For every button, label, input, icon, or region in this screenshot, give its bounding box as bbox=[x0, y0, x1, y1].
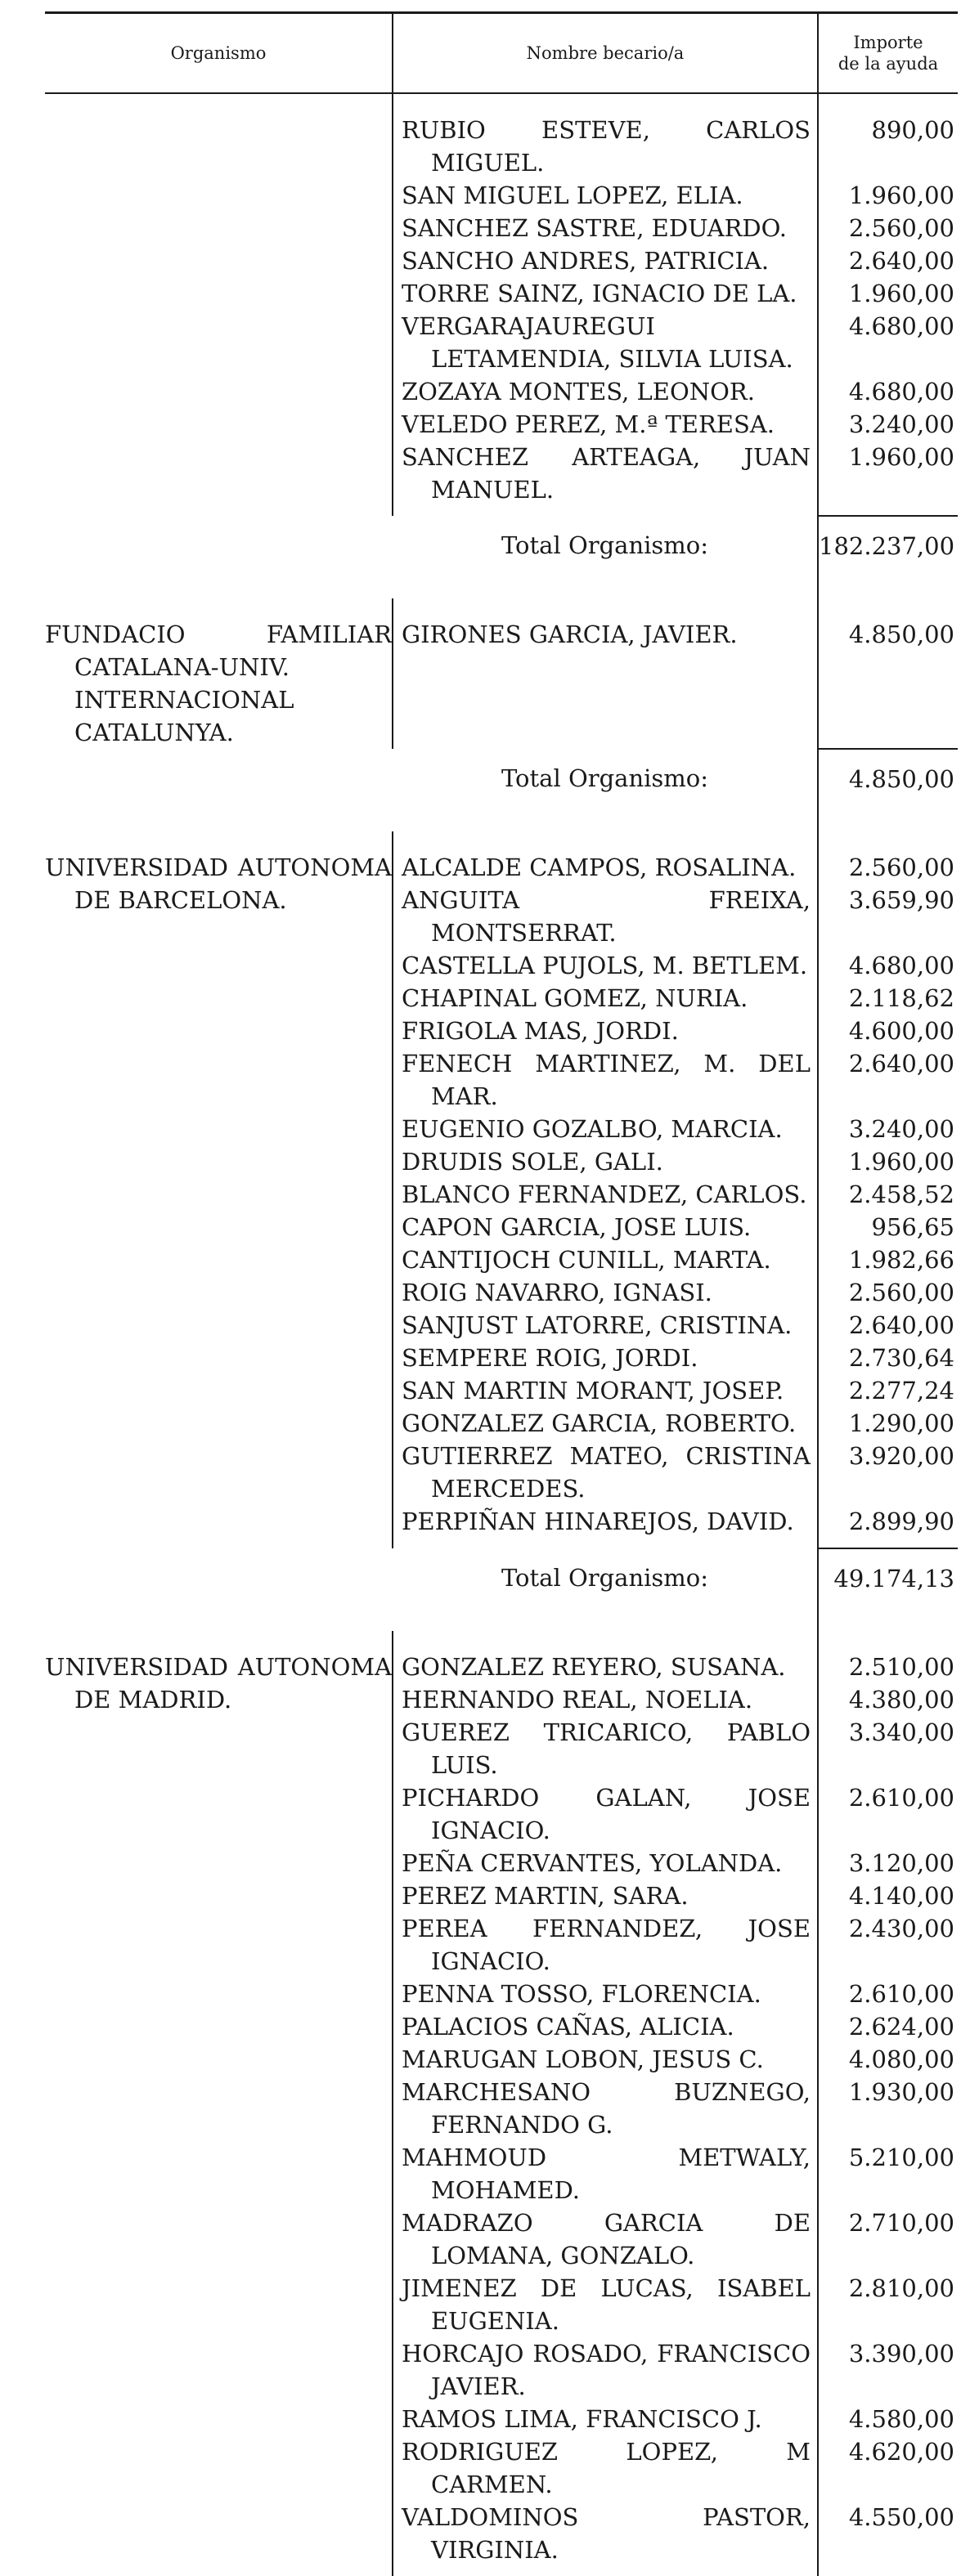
becario-name: ROIG NAVARRO, IGNASI. bbox=[402, 1279, 712, 1306]
becario-cell bbox=[393, 1978, 818, 2010]
importe-amount: 1.290,00 bbox=[818, 1407, 958, 1440]
becario-cell bbox=[393, 2337, 818, 2403]
table-header-row bbox=[45, 13, 958, 94]
importe-amount: 2.640,00 bbox=[818, 1309, 958, 1342]
becario-name: CAPON GARCIA, JOSE LUIS. bbox=[402, 1213, 752, 1241]
becario-cell bbox=[393, 884, 818, 949]
becario-name: VERGARAJAUREGUI LETAMENDIA, SILVIA LUISA. bbox=[402, 312, 793, 373]
header-organismo: Organismo bbox=[45, 13, 393, 94]
becario-cell bbox=[393, 1879, 818, 1912]
becario-name: RUBIO ESTEVE, CARLOS MIGUEL. bbox=[402, 116, 811, 177]
organismo-name: UNIVERSIDAD AUTONOMA DE BARCELONA. bbox=[45, 853, 392, 914]
becario-cell bbox=[393, 2141, 818, 2206]
importe-amount: 2.430,00 bbox=[818, 1912, 958, 1978]
importe-amount: 1.930,00 bbox=[818, 2076, 958, 2141]
becario-cell bbox=[393, 598, 818, 749]
importe-amount: 3.240,00 bbox=[818, 408, 958, 441]
becario-cell bbox=[393, 1781, 818, 1847]
importe-amount: 4.680,00 bbox=[818, 310, 958, 375]
becario-cell bbox=[393, 1683, 818, 1716]
total-organismo-label: Total Organismo: bbox=[501, 531, 709, 559]
becario-name: GUEREZ TRICARICO, PABLO LUIS. bbox=[402, 1718, 811, 1779]
importe-amount: 4.680,00 bbox=[818, 375, 958, 408]
becario-name: DRUDIS SOLE, GALI. bbox=[402, 1148, 663, 1176]
header-nombre-becario: Nombre becario/a bbox=[393, 13, 818, 94]
importe-amount: 890,00 bbox=[818, 93, 958, 179]
table-row bbox=[45, 598, 958, 749]
importe-amount: 2.610,00 bbox=[818, 1978, 958, 2010]
becario-cell bbox=[393, 2076, 818, 2141]
becario-name: ANGUITA FREIXA, MONTSERRAT. bbox=[402, 886, 811, 947]
total-row bbox=[45, 1548, 958, 1631]
becario-name: FENECH MARTINEZ, M. DEL MAR. bbox=[402, 1050, 811, 1110]
becario-cell bbox=[393, 408, 818, 441]
importe-amount: 4.620,00 bbox=[818, 2435, 958, 2501]
importe-amount: 1.960,00 bbox=[818, 441, 958, 516]
becario-name: PEÑA CERVANTES, YOLANDA. bbox=[402, 1849, 783, 1877]
becario-cell bbox=[393, 831, 818, 884]
becario-name: MADRAZO GARCIA DE LOMANA, GONZALO. bbox=[402, 2209, 811, 2269]
importe-amount: 5.210,00 bbox=[818, 2141, 958, 2206]
importe-amount: 2.730,64 bbox=[818, 1342, 958, 1374]
becario-name: SAN MIGUEL LOPEZ, ELIA. bbox=[402, 181, 743, 209]
becario-cell bbox=[393, 2206, 818, 2272]
total-organismo-amount: 49.174,13 bbox=[818, 1548, 958, 1631]
importe-amount: 2.458,52 bbox=[818, 1178, 958, 1211]
importe-amount: 4.680,00 bbox=[818, 949, 958, 982]
organismo-cell bbox=[45, 1631, 393, 2576]
becario-name: RODRIGUEZ LOPEZ, M CARMEN. bbox=[402, 2438, 811, 2498]
total-organismo-amount: 4.850,00 bbox=[818, 749, 958, 831]
total-row bbox=[45, 749, 958, 831]
importe-amount: 3.659,90 bbox=[818, 884, 958, 949]
becario-cell bbox=[393, 1178, 818, 1211]
header-importe-line1: Importe bbox=[853, 33, 923, 52]
becario-name: PICHARDO GALAN, JOSE IGNACIO. bbox=[402, 1784, 811, 1844]
becario-cell bbox=[393, 1407, 818, 1440]
importe-amount: 3.120,00 bbox=[818, 1847, 958, 1879]
becario-name: PEREA FERNANDEZ, JOSE IGNACIO. bbox=[402, 1915, 811, 1975]
importe-amount: 2.510,00 bbox=[818, 1631, 958, 1683]
becario-cell bbox=[393, 1847, 818, 1879]
importe-amount: 4.550,00 bbox=[818, 2501, 958, 2576]
becario-name: VALDOMINOS PASTOR, VIRGINIA. bbox=[402, 2503, 811, 2564]
importe-amount: 2.640,00 bbox=[818, 244, 958, 277]
importe-amount: 4.850,00 bbox=[818, 598, 958, 749]
becario-cell bbox=[393, 244, 818, 277]
becario-cell bbox=[393, 2010, 818, 2043]
becario-cell bbox=[393, 2403, 818, 2435]
importe-amount: 2.277,24 bbox=[818, 1374, 958, 1407]
header-importe bbox=[818, 13, 958, 94]
becario-cell bbox=[393, 1505, 818, 1548]
becario-name: JIMENEZ DE LUCAS, ISABEL EUGENIA. bbox=[402, 2274, 811, 2335]
becario-name: PALACIOS CAÑAS, ALICIA. bbox=[402, 2013, 734, 2041]
importe-amount: 2.640,00 bbox=[818, 1047, 958, 1113]
becario-cell bbox=[393, 1015, 818, 1047]
total-row bbox=[45, 516, 958, 598]
importe-amount: 2.810,00 bbox=[818, 2272, 958, 2337]
becario-name: HERNANDO REAL, NOELIA. bbox=[402, 1686, 753, 1714]
table-row bbox=[45, 831, 958, 884]
importe-amount: 1.982,66 bbox=[818, 1243, 958, 1276]
becario-cell bbox=[393, 2435, 818, 2501]
becario-name: SANCHO ANDRES, PATRICIA. bbox=[402, 247, 770, 275]
importe-amount: 2.624,00 bbox=[818, 2010, 958, 2043]
becario-cell bbox=[393, 1243, 818, 1276]
importe-amount: 1.960,00 bbox=[818, 1145, 958, 1178]
becario-cell bbox=[393, 212, 818, 244]
becario-cell bbox=[393, 2501, 818, 2576]
organismo-cell bbox=[45, 831, 393, 1548]
becario-cell bbox=[393, 2043, 818, 2076]
becario-name: SAN MARTIN MORANT, JOSEP. bbox=[402, 1377, 784, 1404]
importe-amount: 4.080,00 bbox=[818, 2043, 958, 2076]
becario-name: CANTIJOCH CUNILL, MARTA. bbox=[402, 1246, 771, 1274]
total-spacer bbox=[45, 516, 393, 598]
importe-amount: 3.920,00 bbox=[818, 1440, 958, 1505]
becario-name: CASTELLA PUJOLS, M. BETLEM. bbox=[402, 952, 808, 979]
organismo-name: FUNDACIO FAMILIAR CATALANA-UNIV. INTERNACIONAL CATALUNYA. bbox=[45, 620, 392, 746]
becario-name: GUTIERREZ MATEO, CRISTINA MERCEDES. bbox=[402, 1442, 811, 1503]
becario-name: MARCHESANO BUZNEGO, FERNANDO G. bbox=[402, 2078, 811, 2139]
becario-name: RAMOS LIMA, FRANCISCO J. bbox=[402, 2405, 762, 2433]
becario-name: PENNA TOSSO, FLORENCIA. bbox=[402, 1980, 761, 2008]
total-organismo-amount: 182.237,00 bbox=[818, 516, 958, 598]
becario-name: EUGENIO GOZALBO, MARCIA. bbox=[402, 1115, 783, 1143]
table-body bbox=[45, 93, 958, 2576]
becario-cell bbox=[393, 1309, 818, 1342]
becario-cell bbox=[393, 1440, 818, 1505]
becario-cell bbox=[393, 982, 818, 1015]
becario-cell bbox=[393, 93, 818, 179]
total-organismo-label: Total Organismo: bbox=[501, 1564, 709, 1592]
becario-name: CHAPINAL GOMEZ, NURIA. bbox=[402, 984, 748, 1012]
importe-amount: 1.960,00 bbox=[818, 277, 958, 310]
becario-name: PEREZ MARTIN, SARA. bbox=[402, 1882, 689, 1910]
importe-amount: 4.580,00 bbox=[818, 2403, 958, 2435]
importe-amount: 2.710,00 bbox=[818, 2206, 958, 2272]
total-organismo-label: Total Organismo: bbox=[501, 764, 709, 792]
header-importe-line2: de la ayuda bbox=[838, 54, 939, 74]
importe-amount: 2.118,62 bbox=[818, 982, 958, 1015]
importe-amount: 3.240,00 bbox=[818, 1113, 958, 1145]
importe-amount: 956,65 bbox=[818, 1211, 958, 1243]
becario-name: TORRE SAINZ, IGNACIO DE LA. bbox=[402, 280, 797, 307]
becario-cell bbox=[393, 1047, 818, 1113]
importe-amount: 2.560,00 bbox=[818, 1276, 958, 1309]
organismo-cell bbox=[45, 93, 393, 516]
becario-name: BLANCO FERNANDEZ, CARLOS. bbox=[402, 1180, 807, 1208]
becario-cell bbox=[393, 1374, 818, 1407]
becario-name: VELEDO PEREZ, M.ª TERESA. bbox=[402, 410, 775, 438]
becario-cell bbox=[393, 1145, 818, 1178]
total-spacer bbox=[45, 1548, 393, 1631]
becario-name: GONZALEZ REYERO, SUSANA. bbox=[402, 1653, 786, 1681]
becario-cell bbox=[393, 1113, 818, 1145]
becario-cell bbox=[393, 310, 818, 375]
becario-name: ZOZAYA MONTES, LEONOR. bbox=[402, 378, 755, 405]
becario-name: SANCHEZ SASTRE, EDUARDO. bbox=[402, 214, 787, 242]
organismo-name: UNIVERSIDAD AUTONOMA DE MADRID. bbox=[45, 1653, 392, 1714]
becario-name: SEMPERE ROIG, JORDI. bbox=[402, 1344, 698, 1372]
becario-cell bbox=[393, 1342, 818, 1374]
importe-amount: 1.960,00 bbox=[818, 179, 958, 212]
becario-name: PERPIÑAN HINAREJOS, DAVID. bbox=[402, 1508, 794, 1535]
becario-name: ALCALDE CAMPOS, ROSALINA. bbox=[402, 853, 797, 881]
becario-cell bbox=[393, 441, 818, 516]
becario-cell bbox=[393, 1631, 818, 1683]
importe-amount: 2.899,90 bbox=[818, 1505, 958, 1548]
becario-cell bbox=[393, 1211, 818, 1243]
becas-table bbox=[45, 11, 958, 2576]
organismo-cell bbox=[45, 598, 393, 749]
importe-amount: 4.380,00 bbox=[818, 1683, 958, 1716]
becario-cell bbox=[393, 375, 818, 408]
importe-amount: 2.610,00 bbox=[818, 1781, 958, 1847]
importe-amount: 4.140,00 bbox=[818, 1879, 958, 1912]
becario-cell bbox=[393, 1912, 818, 1978]
importe-amount: 3.390,00 bbox=[818, 2337, 958, 2403]
becario-cell bbox=[393, 1276, 818, 1309]
becario-name: SANJUST LATORRE, CRISTINA. bbox=[402, 1311, 793, 1339]
importe-amount: 3.340,00 bbox=[818, 1716, 958, 1781]
table-row bbox=[45, 93, 958, 179]
becario-name: SANCHEZ ARTEAGA, JUAN MANUEL. bbox=[402, 443, 811, 504]
becario-cell bbox=[393, 277, 818, 310]
becario-name: GIRONES GARCIA, JAVIER. bbox=[402, 620, 738, 648]
importe-amount: 2.560,00 bbox=[818, 212, 958, 244]
table-row bbox=[45, 1631, 958, 1683]
total-spacer bbox=[45, 749, 393, 831]
becario-cell bbox=[393, 179, 818, 212]
becario-cell bbox=[393, 1716, 818, 1781]
importe-amount: 2.560,00 bbox=[818, 831, 958, 884]
becario-cell bbox=[393, 949, 818, 982]
becario-name: GONZALEZ GARCIA, ROBERTO. bbox=[402, 1409, 797, 1437]
becario-name: MAHMOUD METWALY, MOHAMED. bbox=[402, 2144, 811, 2204]
importe-amount: 4.600,00 bbox=[818, 1015, 958, 1047]
becario-cell bbox=[393, 2272, 818, 2337]
becario-name: MARUGAN LOBON, JESUS C. bbox=[402, 2045, 764, 2073]
becario-name: FRIGOLA MAS, JORDI. bbox=[402, 1017, 679, 1045]
becario-name: HORCAJO ROSADO, FRANCISCO JAVIER. bbox=[402, 2340, 811, 2400]
